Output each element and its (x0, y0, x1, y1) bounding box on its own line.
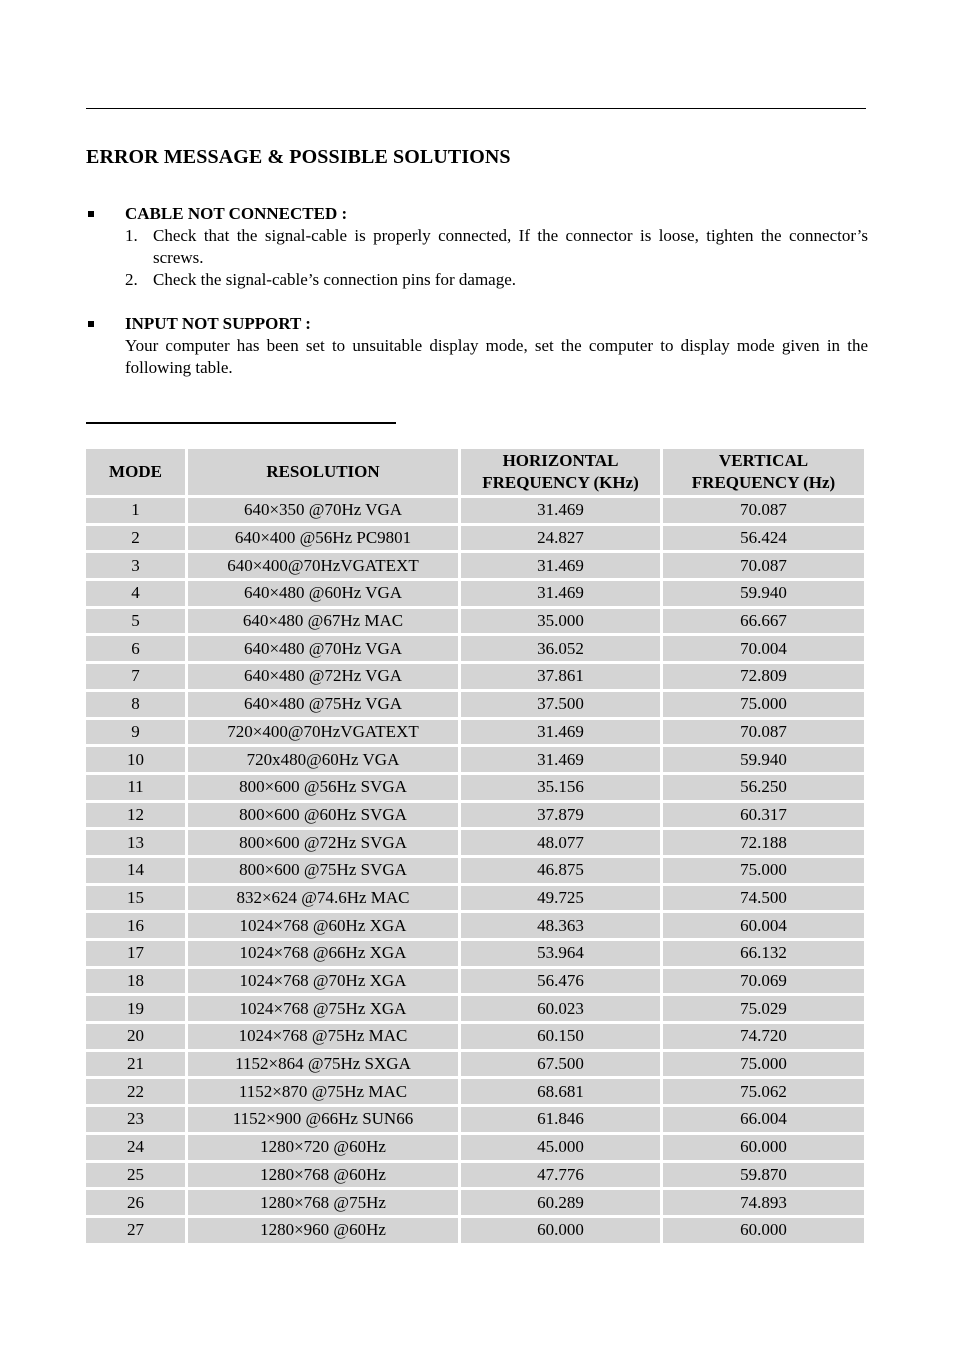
cell-mode: 24 (86, 1135, 188, 1163)
cell-resolution: 1152×900 @66Hz SUN66 (188, 1107, 461, 1135)
cell-vertical-frequency: 72.188 (663, 830, 864, 858)
cell-mode: 26 (86, 1190, 188, 1218)
cell-resolution: 1280×720 @60Hz (188, 1135, 461, 1163)
cell-resolution: 800×600 @60Hz SVGA (188, 803, 461, 831)
table-row (86, 747, 864, 775)
table-row (86, 996, 864, 1024)
cell-vertical-frequency: 70.087 (663, 553, 864, 581)
section-cable-not-connected (86, 203, 868, 291)
list-item (86, 225, 868, 269)
cell-resolution: 1024×768 @75Hz MAC (188, 1024, 461, 1052)
table-row (86, 526, 864, 554)
cell-horizontal-frequency: 35.156 (461, 775, 663, 803)
solution-list (86, 225, 868, 291)
cell-resolution: 1024×768 @70Hz XGA (188, 969, 461, 997)
cell-mode: 6 (86, 636, 188, 664)
table-row (86, 803, 864, 831)
cell-resolution: 1152×864 @75Hz SXGA (188, 1052, 461, 1080)
table-row (86, 886, 864, 914)
cell-resolution: 800×600 @72Hz SVGA (188, 830, 461, 858)
list-text: Check the signal-cable’s connection pins for damage. (153, 270, 517, 289)
table-row (86, 720, 864, 748)
cell-mode: 15 (86, 886, 188, 914)
list-number: 1. (125, 226, 138, 245)
cell-resolution: 720×400@70HzVGATEXT (188, 720, 461, 748)
cell-mode: 3 (86, 553, 188, 581)
header-text: HORIZONTAL (502, 451, 619, 470)
cell-horizontal-frequency: 49.725 (461, 886, 663, 914)
cell-horizontal-frequency: 31.469 (461, 498, 663, 526)
cell-vertical-frequency: 75.062 (663, 1079, 864, 1107)
cell-vertical-frequency: 70.087 (663, 498, 864, 526)
cell-vertical-frequency: 56.250 (663, 775, 864, 803)
cell-horizontal-frequency: 37.879 (461, 803, 663, 831)
table-row (86, 498, 864, 526)
cell-horizontal-frequency: 48.363 (461, 913, 663, 941)
cell-mode: 4 (86, 581, 188, 609)
cell-vertical-frequency: 70.087 (663, 720, 864, 748)
cell-horizontal-frequency: 45.000 (461, 1135, 663, 1163)
cell-mode: 2 (86, 526, 188, 554)
cell-horizontal-frequency: 56.476 (461, 969, 663, 997)
table-row (86, 581, 864, 609)
cell-horizontal-frequency: 36.052 (461, 636, 663, 664)
table-row (86, 941, 864, 969)
cell-mode: 20 (86, 1024, 188, 1052)
cell-horizontal-frequency: 60.023 (461, 996, 663, 1024)
cell-resolution: 832×624 @74.6Hz MAC (188, 886, 461, 914)
cell-horizontal-frequency: 31.469 (461, 720, 663, 748)
cell-resolution: 640×480 @67Hz MAC (188, 609, 461, 637)
table-row (86, 1052, 864, 1080)
cell-vertical-frequency: 56.424 (663, 526, 864, 554)
cell-horizontal-frequency: 31.469 (461, 581, 663, 609)
table-row (86, 1024, 864, 1052)
cell-vertical-frequency: 72.809 (663, 664, 864, 692)
cell-vertical-frequency: 74.893 (663, 1190, 864, 1218)
cell-resolution: 640×400@70HzVGATEXT (188, 553, 461, 581)
cell-mode: 23 (86, 1107, 188, 1135)
header-vertical-frequency (663, 449, 864, 498)
cell-mode: 27 (86, 1218, 188, 1246)
table-row (86, 830, 864, 858)
cell-vertical-frequency: 74.500 (663, 886, 864, 914)
table-row (86, 664, 864, 692)
cell-resolution: 800×600 @75Hz SVGA (188, 858, 461, 886)
cell-vertical-frequency: 70.069 (663, 969, 864, 997)
cell-mode: 21 (86, 1052, 188, 1080)
table-row (86, 1107, 864, 1135)
section-paragraph: Your computer has been set to unsuitable display mode, set the computer to display mode given in the following table. (125, 336, 868, 377)
header-mode: MODE (86, 449, 188, 498)
cell-mode: 25 (86, 1163, 188, 1191)
cell-horizontal-frequency: 37.500 (461, 692, 663, 720)
cell-resolution: 640×480 @75Hz VGA (188, 692, 461, 720)
cell-resolution: 640×400 @56Hz PC9801 (188, 526, 461, 554)
cell-mode: 18 (86, 969, 188, 997)
cell-vertical-frequency: 60.000 (663, 1135, 864, 1163)
cell-mode: 7 (86, 664, 188, 692)
cell-vertical-frequency: 75.000 (663, 692, 864, 720)
cell-resolution: 1152×870 @75Hz MAC (188, 1079, 461, 1107)
cell-horizontal-frequency: 60.150 (461, 1024, 663, 1052)
header-text: FREQUENCY (KHz) (482, 473, 639, 492)
section-heading: INPUT NOT SUPPORT : (125, 314, 311, 333)
cell-horizontal-frequency: 37.861 (461, 664, 663, 692)
section-heading: CABLE NOT CONNECTED : (125, 204, 348, 223)
cell-mode: 1 (86, 498, 188, 526)
header-resolution: RESOLUTION (188, 449, 461, 498)
cell-horizontal-frequency: 67.500 (461, 1052, 663, 1080)
cell-horizontal-frequency: 48.077 (461, 830, 663, 858)
cell-resolution: 1024×768 @75Hz XGA (188, 996, 461, 1024)
cell-horizontal-frequency: 24.827 (461, 526, 663, 554)
cell-mode: 14 (86, 858, 188, 886)
cell-resolution: 640×480 @60Hz VGA (188, 581, 461, 609)
header-horizontal-frequency (461, 449, 663, 498)
cell-mode: 22 (86, 1079, 188, 1107)
table-row (86, 1190, 864, 1218)
table-body (86, 498, 864, 1246)
table-row (86, 1218, 864, 1246)
cell-resolution: 640×480 @70Hz VGA (188, 636, 461, 664)
cell-resolution: 1280×768 @60Hz (188, 1163, 461, 1191)
table-row (86, 858, 864, 886)
cell-resolution: 1024×768 @60Hz XGA (188, 913, 461, 941)
square-bullet-icon (88, 211, 94, 217)
cell-resolution: 640×350 @70Hz VGA (188, 498, 461, 526)
header-text: VERTICAL (718, 451, 809, 470)
section-divider (86, 422, 396, 424)
section-input-not-support (86, 313, 868, 379)
list-number: 2. (125, 270, 138, 289)
cell-horizontal-frequency: 46.875 (461, 858, 663, 886)
cell-mode: 16 (86, 913, 188, 941)
cell-mode: 10 (86, 747, 188, 775)
table-row (86, 692, 864, 720)
table-header-row (86, 449, 864, 498)
cell-mode: 8 (86, 692, 188, 720)
cell-vertical-frequency: 59.940 (663, 581, 864, 609)
cell-horizontal-frequency: 47.776 (461, 1163, 663, 1191)
cell-vertical-frequency: 74.720 (663, 1024, 864, 1052)
table-row (86, 553, 864, 581)
cell-mode: 9 (86, 720, 188, 748)
cell-mode: 13 (86, 830, 188, 858)
cell-vertical-frequency: 59.870 (663, 1163, 864, 1191)
cell-horizontal-frequency: 60.000 (461, 1218, 663, 1246)
cell-vertical-frequency: 60.317 (663, 803, 864, 831)
list-text: Check that the signal-cable is properly connected, If the connector is loose, tighten the connector’s screws. (153, 226, 868, 267)
cell-mode: 11 (86, 775, 188, 803)
header-text: FREQUENCY (Hz) (691, 473, 836, 492)
display-modes-table (86, 449, 864, 1246)
cell-horizontal-frequency: 35.000 (461, 609, 663, 637)
table-row (86, 969, 864, 997)
table-row (86, 1163, 864, 1191)
cell-vertical-frequency: 70.004 (663, 636, 864, 664)
table-row (86, 775, 864, 803)
cell-mode: 5 (86, 609, 188, 637)
table-row (86, 1079, 864, 1107)
cell-horizontal-frequency: 60.289 (461, 1190, 663, 1218)
cell-resolution: 1280×960 @60Hz (188, 1218, 461, 1246)
cell-vertical-frequency: 75.000 (663, 1052, 864, 1080)
table-row (86, 636, 864, 664)
square-bullet-icon (88, 321, 94, 327)
cell-resolution: 720x480@60Hz VGA (188, 747, 461, 775)
list-item (86, 269, 868, 291)
cell-resolution: 800×600 @56Hz SVGA (188, 775, 461, 803)
table-row (86, 1135, 864, 1163)
cell-vertical-frequency: 66.667 (663, 609, 864, 637)
cell-horizontal-frequency: 68.681 (461, 1079, 663, 1107)
cell-horizontal-frequency: 31.469 (461, 747, 663, 775)
cell-resolution: 640×480 @72Hz VGA (188, 664, 461, 692)
cell-vertical-frequency: 60.000 (663, 1218, 864, 1246)
cell-vertical-frequency: 60.004 (663, 913, 864, 941)
cell-mode: 12 (86, 803, 188, 831)
cell-mode: 19 (86, 996, 188, 1024)
cell-resolution: 1024×768 @66Hz XGA (188, 941, 461, 969)
cell-mode: 17 (86, 941, 188, 969)
cell-horizontal-frequency: 61.846 (461, 1107, 663, 1135)
cell-vertical-frequency: 66.004 (663, 1107, 864, 1135)
cell-resolution: 1280×768 @75Hz (188, 1190, 461, 1218)
cell-vertical-frequency: 75.029 (663, 996, 864, 1024)
table-row (86, 913, 864, 941)
cell-horizontal-frequency: 31.469 (461, 553, 663, 581)
cell-vertical-frequency: 59.940 (663, 747, 864, 775)
page-title: ERROR MESSAGE & POSSIBLE SOLUTIONS (86, 146, 511, 168)
table-row (86, 609, 864, 637)
cell-horizontal-frequency: 53.964 (461, 941, 663, 969)
cell-vertical-frequency: 66.132 (663, 941, 864, 969)
cell-vertical-frequency: 75.000 (663, 858, 864, 886)
top-divider (86, 108, 866, 109)
